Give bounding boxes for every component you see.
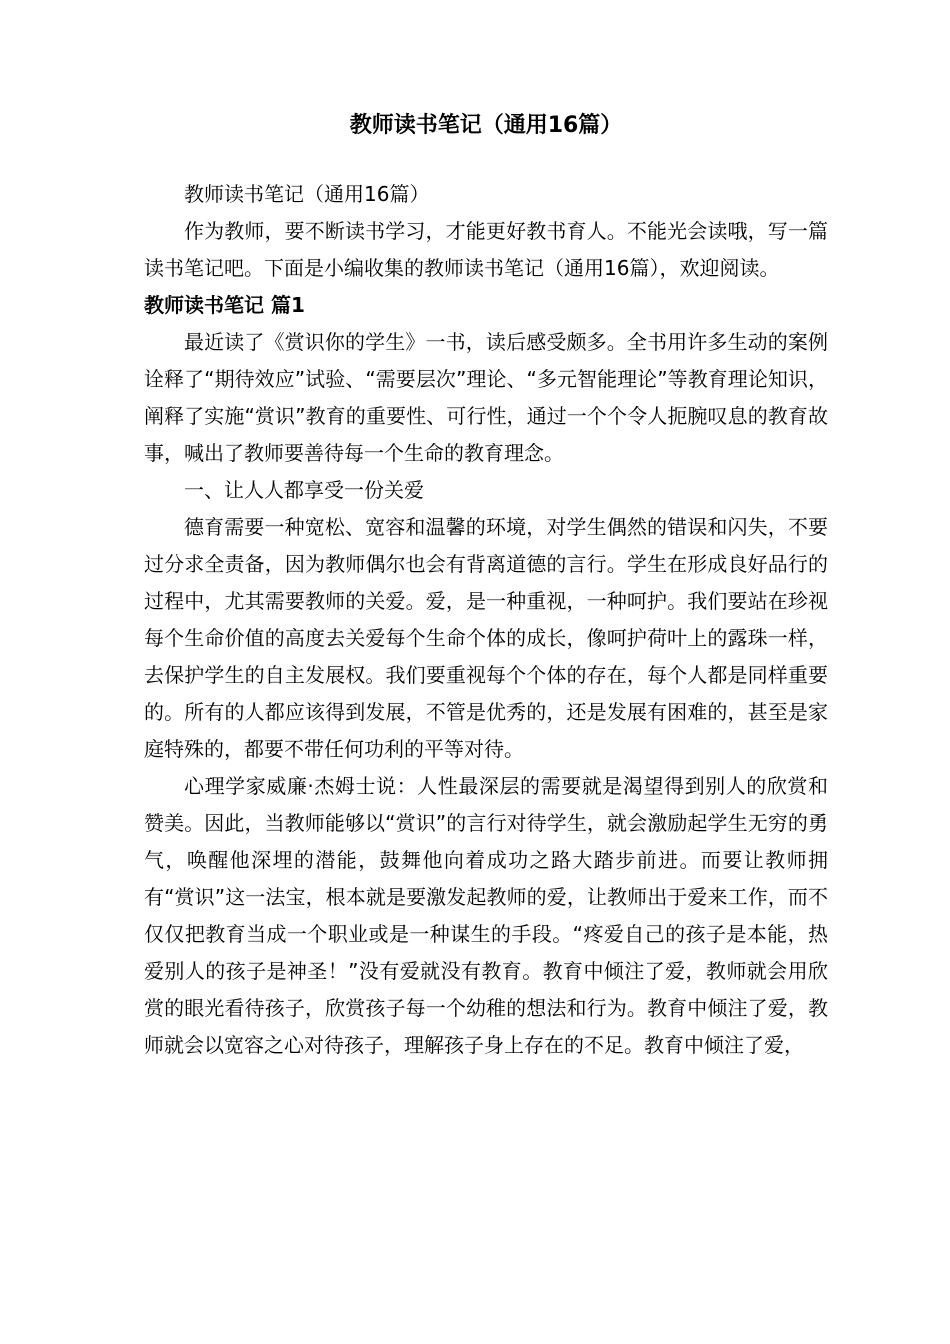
body-paragraph: 心理学家威廉·杰姆士说：人性最深层的需要就是渴望得到别人的欣赏和赞美。因此，当教师能够以“赏识”的言行对待学生，就会激励起学生无穷的勇气，唤醒他深埋的潜能，鼓舞他向着成功之路大踏步前进。而要让教师拥有“赏识”这一法宝，根本就是要激发起教师的爱，让教师出于爱来工作，而不仅仅把教育当成一个职业或是一种谋生的手段。“疼爱自己的孩子是本能，热爱别人的孩子是神圣！”没有爱就没有教育。教育中倾注了爱，教师就会用欣赏的眼光看待孩子，欣赏孩子每一个幼稚的想法和行为。教育中倾注了爱，教师就会以宽容之心对待孩子，理解孩子身上存在的不足。教育中倾注了爱， [144, 774, 828, 1057]
document-title: 教师读书笔记（通用16篇） [349, 113, 623, 138]
intro-paragraph: 作为教师，要不断读书学习，才能更好教书育人。不能光会读哦，写一篇读书笔记吧。下面是小编收集的教师读书笔记（通用16篇），欢迎阅读。 [144, 219, 828, 280]
document-subtitle: 教师读书笔记（通用16篇） [184, 182, 430, 206]
body-paragraph: 德育需要一种宽松、宽容和温馨的环境，对学生偶然的错误和闪失，不要过分求全责备，因为教师偶尔也会有背离道德的言行。学生在形成良好品行的过程中，尤其需要教师的关爱。爱，是一种重视，一种呵护。我们要站在珍视每个生命价值的高度去关爱每个生命个体的成长，像呵护荷叶上的露珠一样，去保护学生的自主发展权。我们要重视每个个体的存在，每个人都是同样重要的。所有的人都应该得到发展，不管是优秀的，还是发展有困难的，甚至是家庭特殊的，都要不带任何功利的平等对待。 [144, 515, 828, 761]
subsection-heading: 一、让人人都享受一份关爱 [184, 478, 424, 502]
document-page [144, 108, 828, 1064]
section-heading: 教师读书笔记 篇1 [144, 293, 305, 317]
body-paragraph: 最近读了《赏识你的学生》一书，读后感受颇多。全书用许多生动的案例诠释了“期待效应”试验、“需要层次”理论、“多元智能理论”等教育理论知识，阐释了实施“赏识”教育的重要性、可行性，通过一个个令人扼腕叹息的教育故事，喊出了教师要善待每一个生命的教育理念。 [144, 330, 828, 465]
